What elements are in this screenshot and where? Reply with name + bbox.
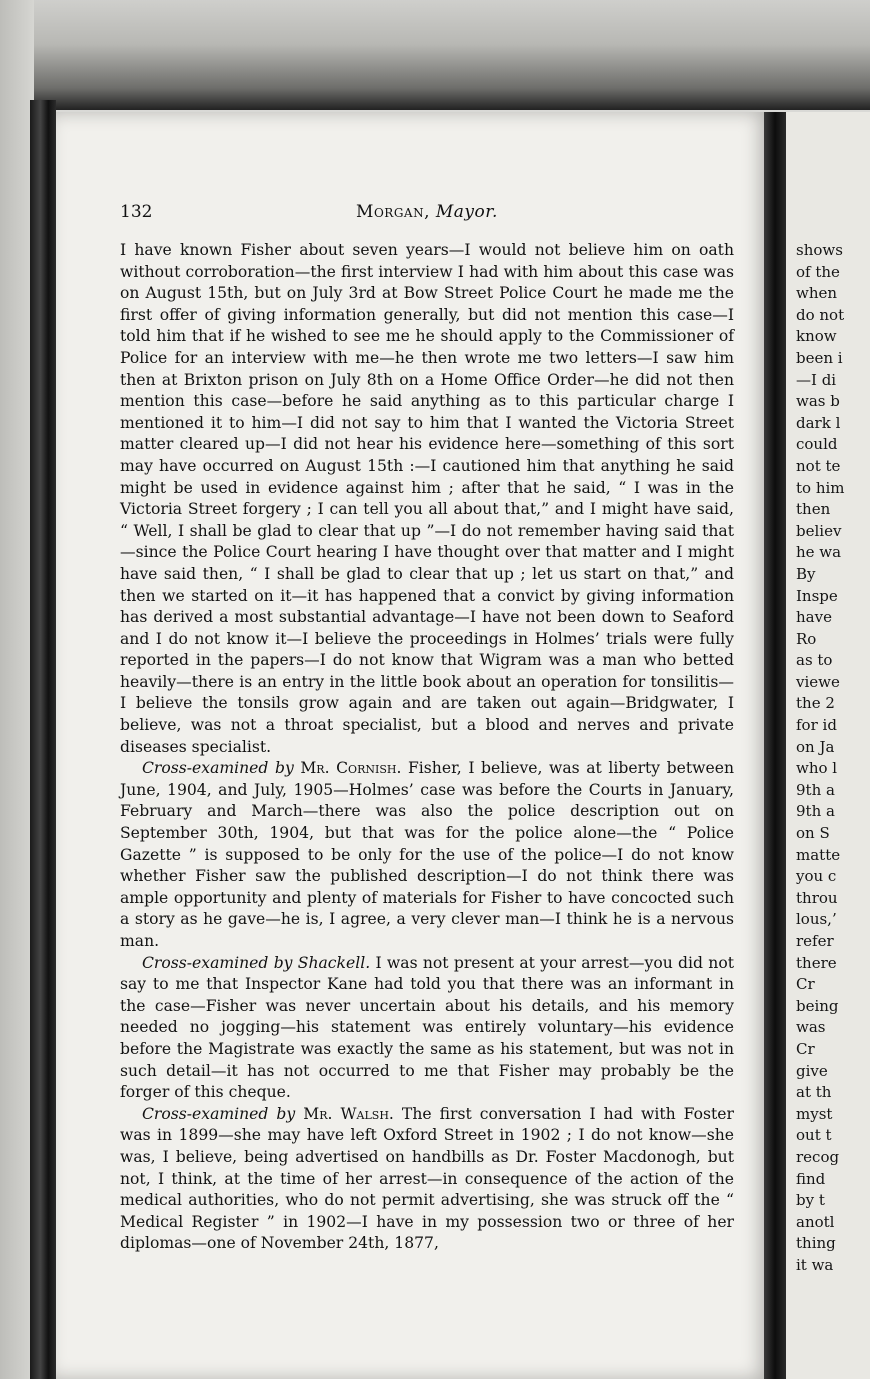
paragraph-text: I was not present at your arrest—you did not say to me that Inspector Kane had told you that there was an informant in the case—Fisher was never uncertain about his details, and his memory needed no jogging—his statement was entirely voluntary—his evidence before the Magistrate was exactly the same as his statement, but was not in such detail—it has not occurred to me that Fisher may probably be the forger of this cheque. xyxy=(120,953,735,1102)
facing-page-line: give xyxy=(796,1061,828,1080)
paragraph-1 xyxy=(120,240,734,758)
facing-page-line: Cr xyxy=(796,975,815,994)
facing-page-line: then xyxy=(796,500,831,519)
facing-page-line: By xyxy=(796,564,816,583)
counsel-name: Mr. Cornish. xyxy=(300,759,402,778)
page-number: 132 xyxy=(120,202,153,222)
facing-page-line: find xyxy=(796,1169,826,1188)
facing-page-line: out t xyxy=(796,1126,832,1145)
facing-page-line: believ xyxy=(796,521,842,540)
facing-page-line: the 2 xyxy=(796,694,835,713)
facing-page-text xyxy=(796,240,870,1277)
facing-page-line: to him xyxy=(796,478,845,497)
page-header xyxy=(120,202,734,226)
running-title xyxy=(120,202,734,222)
facing-page-line: have xyxy=(796,608,832,627)
facing-page-line: dark l xyxy=(796,413,841,432)
facing-page-line: myst xyxy=(796,1104,833,1123)
facing-page-line: for id xyxy=(796,716,837,735)
facing-page-line: know xyxy=(796,327,837,346)
facing-page-line: anotl xyxy=(796,1212,835,1231)
facing-page-line: could xyxy=(796,435,838,454)
facing-page-line: as to xyxy=(796,651,833,670)
facing-page-line: not te xyxy=(796,456,841,475)
facing-page-line: been i xyxy=(796,348,843,367)
paragraph-text: The first conversation I had with Foster was in 1899—she may have left Oxford Street in 1902 ; I do not know—she was, I believe, being advertised on handbills as Dr. Foster Macdonogh, but not, I think, at the time of her arrest—in consequence of the action of the medical authorities, who do not permit advertising, she was struck off the “ Medical Register ” in 1902—I have in my possession two or three of her diplomas—one of November 24th, 1877, xyxy=(120,1104,734,1253)
facing-page-line: viewe xyxy=(796,672,840,691)
facing-page-line: on S xyxy=(796,824,830,843)
facing-page-line: on Ja xyxy=(796,737,835,756)
facing-page-line: being xyxy=(796,996,839,1015)
facing-page-line: he wa xyxy=(796,543,842,562)
scan-background-left xyxy=(0,0,34,1379)
facing-page-line: 9th a xyxy=(796,780,835,799)
facing-page-line: shows xyxy=(796,241,843,259)
facing-page-line: who l xyxy=(796,759,838,778)
facing-page-line: thing xyxy=(796,1234,836,1253)
facing-page-line: —I di xyxy=(796,370,837,389)
scan-background-top xyxy=(0,0,870,110)
facing-page-line: matte xyxy=(796,845,841,864)
running-title-name: Morgan, xyxy=(356,202,430,222)
counsel-name: Mr. Walsh. xyxy=(303,1104,394,1123)
facing-page-line: you c xyxy=(796,867,837,886)
facing-page-line: do not xyxy=(796,305,845,324)
page-gutter xyxy=(764,112,786,1379)
facing-page xyxy=(786,112,870,1379)
facing-page-line: when xyxy=(796,284,838,303)
facing-page-line: by t xyxy=(796,1191,825,1210)
facing-page-line: lous,’ xyxy=(796,910,837,929)
paragraph-4 xyxy=(120,1104,734,1255)
facing-page-line: was b xyxy=(796,392,840,411)
cross-examination-lead: Cross-examined by xyxy=(142,759,294,778)
facing-page-line: there xyxy=(796,953,837,972)
facing-page-line: Inspe xyxy=(796,586,838,605)
cross-examination-lead: Cross-examined by xyxy=(142,1104,296,1123)
facing-page-line: was xyxy=(796,1018,826,1037)
facing-page-line: of the xyxy=(796,262,840,281)
facing-page-line: Cr xyxy=(796,1039,815,1058)
facing-page-line: 9th a xyxy=(796,802,835,821)
paragraph-3 xyxy=(120,953,734,1104)
facing-page-line: recog xyxy=(796,1147,840,1166)
facing-page-line: it wa xyxy=(796,1255,834,1274)
facing-page-line: refer xyxy=(796,932,834,950)
facing-page-line: at th xyxy=(796,1083,832,1102)
body-text xyxy=(120,240,734,1255)
facing-page-line: throu xyxy=(796,888,838,907)
facing-page-line: Ro xyxy=(796,629,817,648)
paragraph-text: I have known Fisher about seven years—I would not believe him on oath without corroboration—the first interview I had with him about this case was on August 15th, but on July 3rd at Bow Street Police Court he made me the first offer of giving information generally, but did not mention this case—I told him that if he wished to see me he should apply to the Commissioner of Police for an interview with me—he then wrote me two letters—I saw him then at Brixton prison on July 8th on a Home Office Order—he did not then mention this case—before he said anything as to this particular charge I mentioned it to him—I did not say to him that I wanted the Victoria Street matter cleared up—I did not hear his evidence here—something of this sort may have occurred on August 15th :—I cautioned him that anything he said might be used in evidence against him ; after that he said, “ I was in the Victoria Street forgery ; I can tell you all about that,” and I might have said, “ Well, I shall be glad to clear that up ”—I do not remember having said that—since the Police Court hearing I have thought over that matter and I might have said then, “ I shall be glad to clear that up ; let us start on that,” and then we started on it—it has happened that a convict by giving information has derived a most substantial advantage—I have not been down to Seaford and I do not know it—I believe the proceedings in Holmes’ trials were fully reported in the papers—I do not know that Wigram was a man who betted heavily—there is an entry in the little book about an operation for tonsilitis—I believe the tonsils grow again and are taken out again—Bridgwater, I believe, was not a throat specialist, but a blood and nerves and private diseases specialist. xyxy=(120,241,734,756)
paragraph-text: Fisher, I believe, was at liberty between June, 1904, and July, 1905—Holmes’ case was before the Courts in January, February and March—there was also the police description out on September 30th, 1904, but that was for the police alone—the “ Police Gazette ” is supposed to be only for the use of the police—I do not know whether Fisher saw the published description—I do not think there was ample opportunity and plenty of materials for Fisher to have concocted such a story as he gave—he is, I agree, a very clever man—I think he is a nervous man. xyxy=(120,759,734,950)
running-title-role: Mayor. xyxy=(435,202,498,222)
paragraph-2 xyxy=(120,758,734,952)
book-spine xyxy=(30,100,56,1379)
cross-examination-lead: Cross-examined by Shackell. xyxy=(142,953,371,972)
